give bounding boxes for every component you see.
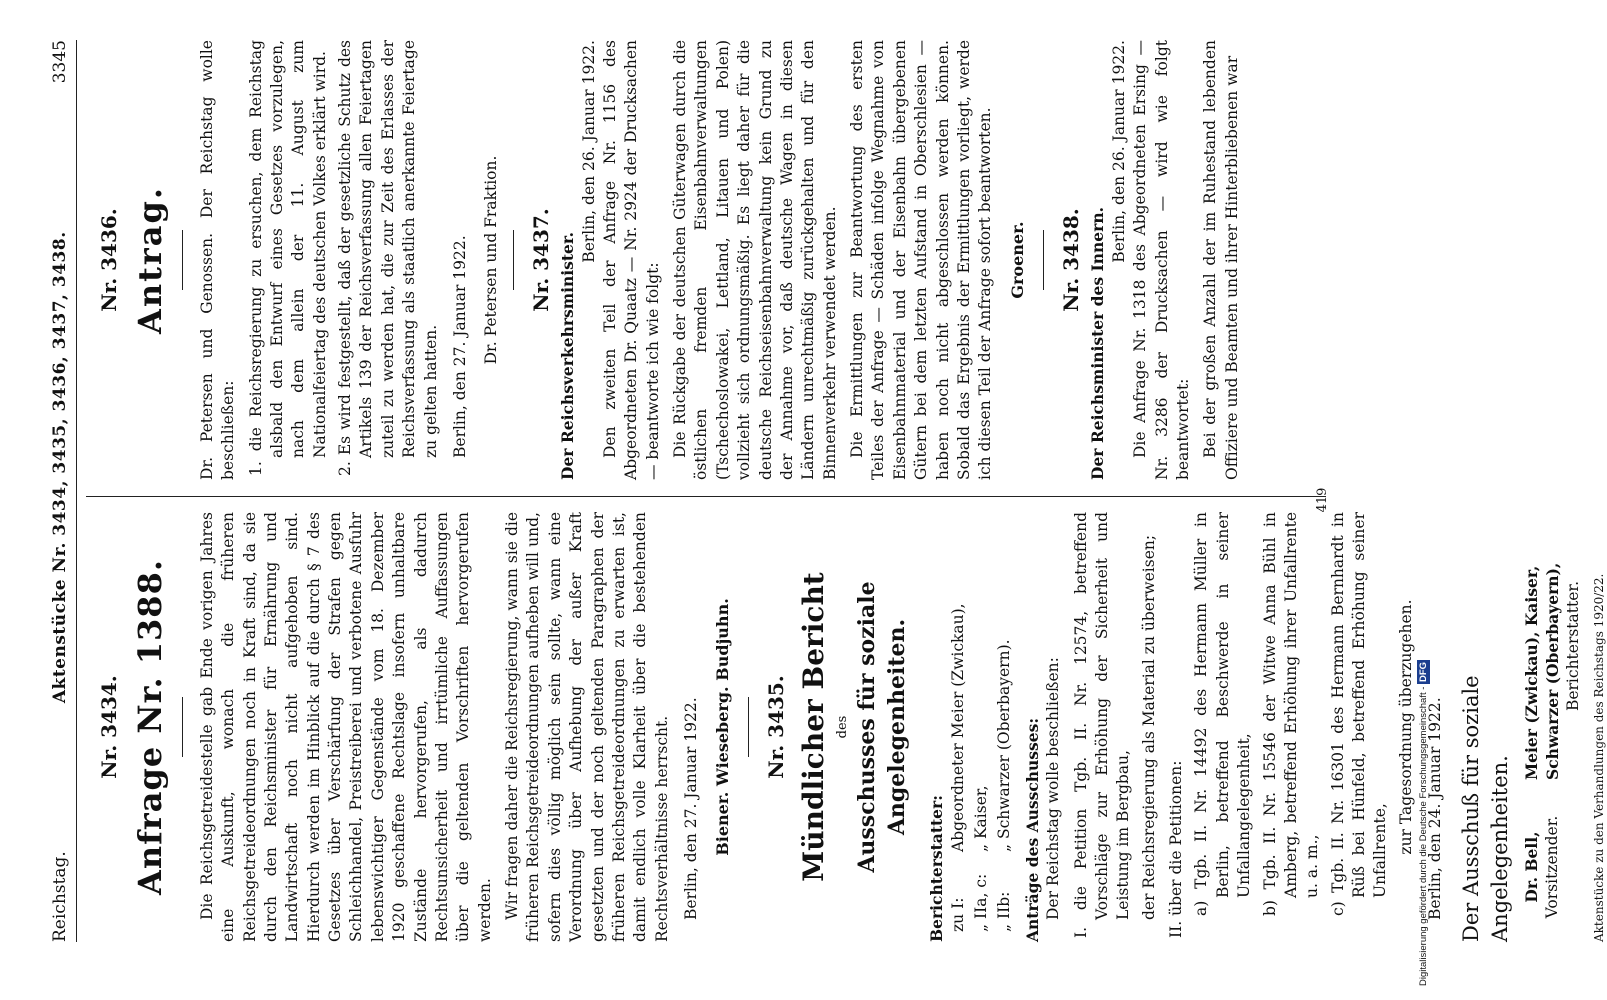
motions-intro: Der Reichstag wolle beschließen:: [1044, 657, 1063, 920]
doc-3437-paragraph: Die Rückgabe der deutschen Güterwagen durch die östlichen fremden Eisenbahnverwaltungen (Tschechoslowakei, Lettland, Litauen und Polen) vollzieht sich ordnungsmäßig. Es liegt daher für die deutsche Reichseisenbahnverwaltung kein Grund zu der Annahme vor, daß deutsche Wagen in diesen Ländern unrechtmäßig zurückgehalten und für den Binnenverkehr verwendet werden.: [671, 40, 839, 480]
header-rule: [76, 40, 77, 942]
right-column: [88, 40, 1249, 480]
motion-item: I. die Petition Tgb. II. Nr. 12574, betreffend Vorschläge zur Erhöhung der Sicherheit und Leistung im Bergbau,: [1071, 512, 1133, 938]
header-left: Reichstag.: [50, 851, 70, 942]
rapporteur-value: „ Schwarzer (Oberbayern).: [995, 639, 1014, 852]
page-number: 419: [1315, 487, 1330, 513]
header-title: Aktenstücke Nr. 3434, 3435, 3436, 3437, 3438.: [50, 231, 70, 704]
doc-3436-intro: Dr. Petersen und Genossen. Der Reichstag wolle beschließen:: [197, 40, 238, 480]
separator: [182, 230, 183, 290]
motion-item-continuation: der Reichsregierung als Material zu überweisen;: [1139, 534, 1158, 920]
doc-3436-signers: Dr. Petersen und Fraktion.: [482, 155, 501, 365]
rapporteur-table: [948, 512, 1016, 932]
motions-label: Anträge des Ausschusses:: [1022, 717, 1042, 942]
doc-3437-number: Nr. 3437.: [528, 208, 553, 312]
rapporteur-role: Berichterstatter.: [1564, 580, 1583, 712]
page-header: [50, 40, 70, 942]
chair-name: Dr. Bell,: [1521, 831, 1541, 903]
doc-3438-paragraph: Bei der großen Anzahl der im Ruhestand lebenden Offiziere und Beamten und ihrer Hinterbliebenen war: [1201, 40, 1241, 480]
doc-3438-paragraph: Die Anfrage Nr. 1318 des Abgeordneten Ersing — Nr. 3286 der Drucksachen — wird wie folgt beantwortet:: [1131, 40, 1192, 480]
agenda-line: zur Tagesordnung überzugehen.: [1396, 599, 1415, 855]
chair-role: Vorsitzender.: [1542, 815, 1561, 919]
doc-3437-sender: Der Reichsverkehrsminister.: [558, 231, 578, 480]
doc-3437-paragraph: Die Ermittlungen zur Beantwortung des ersten Teiles der Anfrage — Schäden infolge Wegnahme von Eisenbahnmaterial und der Eisenbahn übergebenen Gütern bei dem letzten Aufstand in Oberschlesien — haben noch nicht abgeschlossen werden können. Sobald das Ergebnis der Ermittlungen vorliegt, werde ich diesen Teil der Anfrage sofort beantworten.: [848, 40, 995, 480]
rapporteur-key: „ IIa, c:: [972, 873, 991, 932]
rapporteur-key: „ IIb:: [995, 891, 1014, 932]
doc-3437-signature: Groener.: [1007, 221, 1027, 299]
separator: [748, 697, 749, 757]
doc-3437-date: Berlin, den 26. Januar 1922.: [579, 40, 598, 263]
doc-3434-paragraph: Wir fragen daher die Reichsregierung, wann sie die früheren Reichsgetreideordnungen aufheben will und, sofern dies völlig möglich sein sollte, wann eine Verordnung über Aufhebung der außer Kraft gesetzten und der noch geltenden Paragraphen der früheren Reichsgetreideordnungen zu erwarten ist, damit endlich volle Klarheit über die bestehenden Rechtsverhältnisse herrscht.: [503, 512, 671, 942]
digitization-text: Digitalisierung gefördert durch die Deutsche Forschungsgemeinschaft -: [1418, 686, 1429, 986]
doc-3436-title: Antrag.: [130, 186, 169, 334]
separator: [1043, 230, 1044, 290]
doc-3434-title: Anfrage Nr. 1388.: [130, 559, 169, 895]
doc-3435-des: des: [834, 715, 850, 739]
motion-item: II. über die Petitionen:: [1167, 760, 1186, 938]
doc-3438-date: Berlin, den 26. Januar 1922.: [1109, 40, 1128, 263]
petition-item: c) Tgb. II. Nr. 16301 des Hermann Bernhardt in Rüß bei Hünfeld, betreffend Erhöhung seiner Unfallrente,: [1328, 512, 1390, 916]
rapporteur-label: Berichterstatter:: [927, 795, 947, 942]
petition-item: b) Tgb. II. Nr. 15546 der Witwe Anna Bühl in Amberg, betreffend Erhöhung ihrer Unfallrente u. a. m.,: [1260, 512, 1322, 916]
doc-3434-date: Berlin, den 27. Januar 1922.: [682, 697, 700, 920]
rapporteur-value: Abgeordneter Meier (Zwickau),: [948, 603, 967, 852]
committee-signatures: [1521, 512, 1585, 942]
header-page-number: 3345: [50, 40, 70, 84]
doc-3435-title: Mündlicher Bericht: [797, 572, 831, 882]
separator: [182, 697, 183, 757]
doc-3435-date: Berlin, den 24. Januar 1922.: [1426, 697, 1445, 920]
doc-3434-paragraph: Die Reichsgetreidestelle gab Ende vorigen Jahres eine Auskunft, wonach die früheren Reichsgetreideordnungen noch in Kraft sind, da sie durch den Reichsminister für Ernährung und Landwirtschaft noch nicht aufgehoben sind. Hierdurch werden im Hinblick auf die durch § 7 des Gesetzes über Verschärfung der Strafen gegen Schleichhandel, Preistreiberei und verbotene Ausfuhr lebenswichtiger Gegenstände vom 18. Dezember 1920 geschaffene Rechtslage insofern unhaltbare Zustände hervorgerufen, als dadurch Rechtsunsicherheit und irrtümliche Auffassungen über die geltenden Vorschriften hervorgerufen werden.: [197, 512, 494, 942]
petition-item: a) Tgb. II. Nr. 14492 des Hermann Müller in Berlin, betreffend Beschwerde in seiner Unfallangelegenheit,: [1192, 512, 1254, 916]
doc-3434-signers: Biener. Wieseberg. Budjuhn.: [713, 598, 733, 856]
committee-footer: Der Ausschuß für soziale Angelegenheiten.: [1458, 675, 1512, 942]
doc-3436-number: Nr. 3436.: [97, 208, 121, 312]
doc-3437-paragraph: Den zweiten Teil der Anfrage Nr. 1156 des Abgeordneten Dr. Quaatz — Nr. 2924 der Drucksachen — beantworte ich wie folgt:: [600, 40, 662, 480]
rapporteur-value: „ Kaiser,: [972, 785, 991, 852]
rapporteur-names: Meier (Zwickau), Kaiser, Schwarzer (Oberbayern),: [1521, 562, 1562, 780]
left-column: [88, 512, 1607, 942]
column-divider: [86, 496, 1326, 497]
digitization-note: [1417, 6, 1430, 986]
doc-3434-number: Nr. 3434.: [97, 675, 121, 779]
footnote: Aktenstücke zu den Verhandlungen des Reichstags 1920/22.: [1591, 573, 1606, 942]
doc-3436-item: 2. Es wird festgestellt, daß der gesetzliche Schutz des Artikels 139 der Reichsverfassung allen Feiertagen zuteil zu werden hat, die zur Zeit des Erlasses der Reichsverfassung als staatlich anerkannte Feiertage zu gelten hatten.: [336, 40, 440, 476]
doc-3436-item: 1. die Reichsregierung zu ersuchen, dem Reichstag alsbald den Entwurf eines Gesetzes vorzulegen, nach dem allein der 11. August zum Nationalfeiertag des deutschen Volkes erklärt wird.: [246, 40, 329, 476]
doc-3435-committee: Ausschusses für soziale Angelegenheiten.: [853, 581, 910, 873]
separator: [513, 230, 514, 290]
doc-3438-number: Nr. 3438.: [1058, 208, 1083, 312]
doc-3436-date: Berlin, den 27. Januar 1922.: [450, 235, 469, 458]
doc-3438-sender: Der Reichsminister des Innern.: [1088, 207, 1108, 480]
dfg-logo: DFG: [1418, 661, 1429, 682]
rapporteur-key: zu I:: [948, 897, 967, 932]
doc-3435-number: Nr. 3435.: [764, 675, 789, 779]
